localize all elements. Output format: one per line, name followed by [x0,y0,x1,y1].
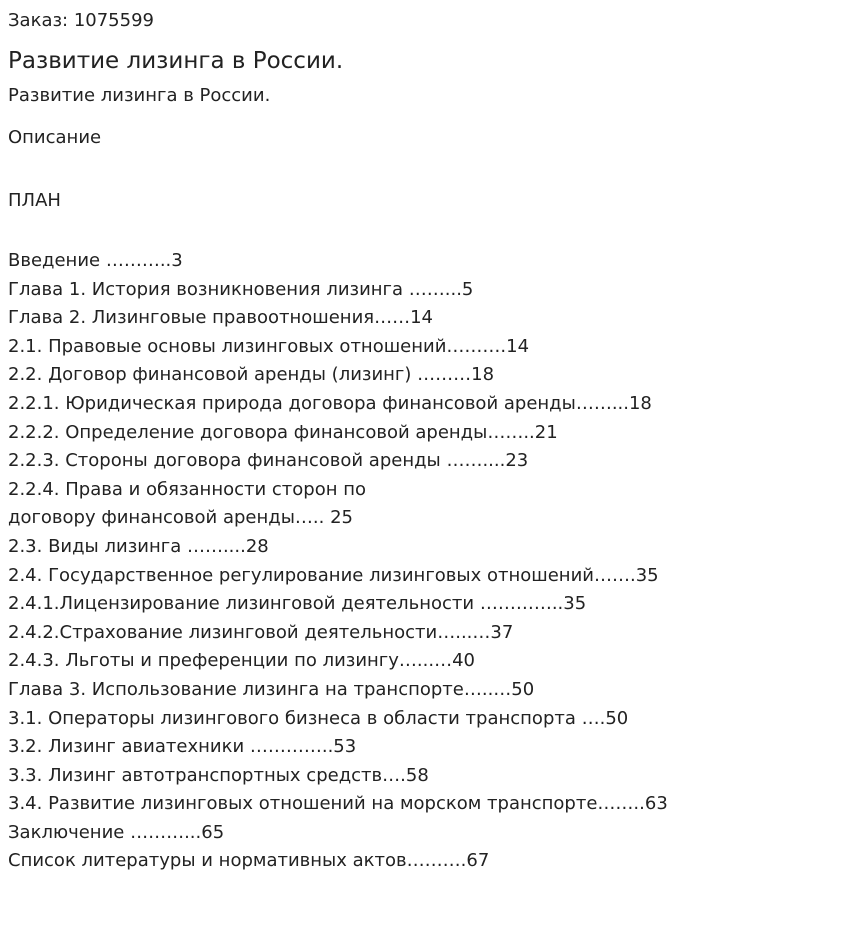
toc-item: 3.2. Лизинг авиатехники …………..53 [8,736,357,758]
page-subtitle: Развитие лизинга в России. [8,85,271,106]
toc-item-continuation: договору финансовой аренды….. 25 [8,507,353,529]
toc-item: 2.2.2. Определение договора финансовой аренды……..21 [8,421,558,443]
order-number: Заказ: 1075599 [8,10,154,31]
toc-item: 2.4.3. Льготы и преференции по лизингу…...…40 [8,650,475,672]
toc-item: 2.4. Государственное регулирование лизинговых отношений…….35 [8,564,659,586]
toc-item: 2.4.1.Лицензирование лизинговой деятельности …………..35 [8,593,587,615]
toc-item: Заключение ………...65 [8,821,225,843]
toc-item: 2.2. Договор финансовой аренды (лизинг) ………18 [8,364,495,386]
toc-item: 3.1. Операторы лизингового бизнеса в области транспорта ….50 [8,707,629,729]
page-title: Развитие лизинга в России. [8,48,344,74]
toc-item: 2.2.3. Стороны договора финансовой аренды ……....23 [8,450,529,472]
toc-item: Глава 3. Использование лизинга на транспорте…..…50 [8,678,535,700]
toc-item: Список литературы и нормативных актов……….67 [8,850,490,872]
description-heading: Описание [8,127,102,148]
toc-item: Глава 1. История возникновения лизинга ……...5 [8,278,474,300]
toc-item: 2.4.2.Страхование лизинговой деятельности…...…37 [8,621,514,643]
toc-item: 2.1. Правовые основы лизинговых отношений……….14 [8,335,530,357]
table-of-contents [8,212,839,876]
toc-item: Глава 2. Лизинговые правоотношения……14 [8,307,433,329]
toc-item: 2.2.4. Права и обязанности сторон по [8,478,367,500]
toc-item: 3.4. Развитие лизинговых отношений на морском транспорте……..63 [8,793,668,815]
toc-item: 2.2.1. Юридическая природа договора финансовой аренды……...18 [8,392,652,414]
toc-item: 2.3. Виды лизинга ……....28 [8,535,269,557]
toc-item: 3.3. Лизинг автотранспортных средств….58 [8,764,429,786]
plan-heading: ПЛАН [8,190,61,211]
toc-item: Введение ………..3 [8,250,183,271]
